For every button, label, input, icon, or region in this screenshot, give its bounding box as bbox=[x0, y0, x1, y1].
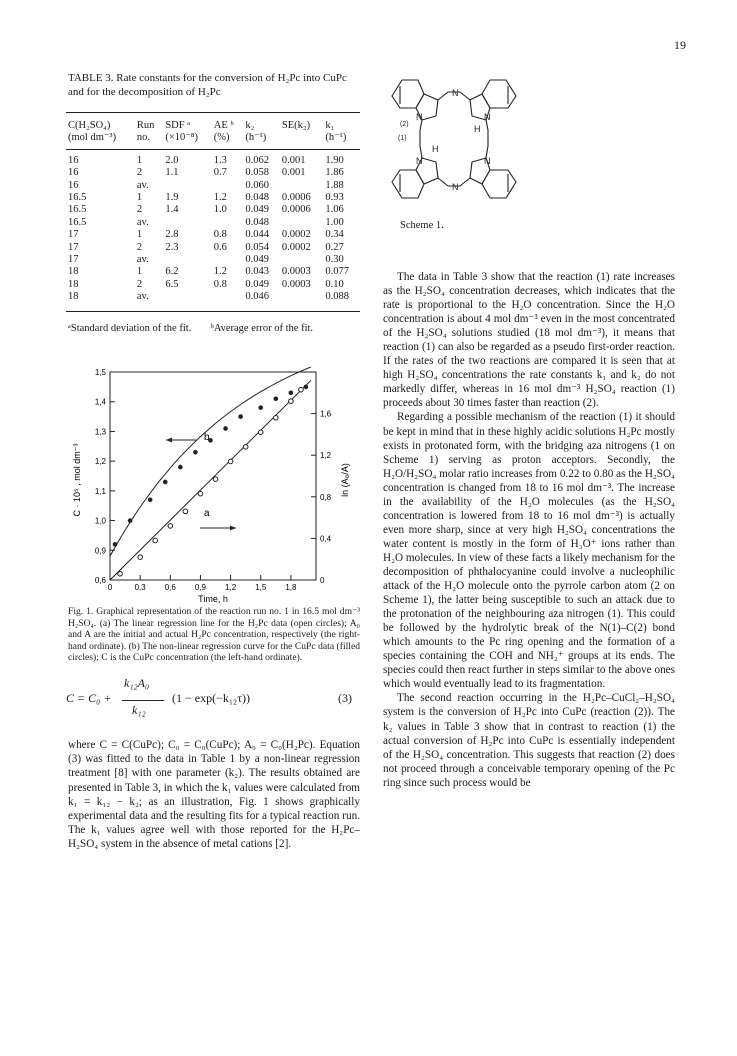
table-caption: TABLE 3. Rate constants for the conversion of H₂Pc into CuPc and for the decomposition of H₂Pc bbox=[68, 72, 347, 98]
table-cell: 0.001 bbox=[281, 167, 306, 179]
table-cell: 17 bbox=[68, 254, 79, 266]
table-cell: 0.049 bbox=[245, 204, 269, 216]
table-cell: 0.0006 bbox=[281, 204, 311, 216]
atom-label: N bbox=[484, 112, 491, 122]
table-cell: 0.054 bbox=[245, 241, 269, 253]
table-bottom-rule bbox=[66, 311, 360, 312]
table-cell: 0.0003 bbox=[281, 266, 311, 278]
atom-label: N bbox=[416, 156, 423, 166]
arrow-b-head-icon bbox=[166, 438, 172, 443]
page-number: 19 bbox=[674, 38, 686, 52]
table-cell: 1.90 bbox=[325, 154, 344, 166]
unit-cell: (mol dm⁻³) bbox=[68, 132, 117, 144]
equation-tail: (1 − exp(−k₁₂τ)) bbox=[172, 691, 251, 705]
point-a bbox=[168, 524, 173, 529]
table-cell: 2 bbox=[136, 278, 143, 290]
label-a: a bbox=[204, 508, 210, 519]
aza-bridge-left bbox=[420, 120, 422, 158]
x-axis-ticks bbox=[108, 575, 297, 592]
point-b bbox=[178, 465, 183, 470]
table-cell: 16 bbox=[68, 179, 79, 191]
table-cell: 0.077 bbox=[325, 266, 350, 278]
footnote-a: ᵃStandard deviation of the fit. bbox=[68, 323, 192, 334]
paragraph: The data in Table 3 show that the reaction (1) rate increases as the H₂SO₄ concentration decreases, which indicates that the rate is proportional to the H₂O concentration. Since the H₂O concentration is about 4 mol dm⁻³ even in the most concentrated of the H₂SO₄ solutions studied (18 mol dm⁻³), it means that reaction (1) can also be regarded as a pseudo first-order reaction. If the rates of the two reactions are compared it is seen that at high H₂SO₄ concentrations the rate constants k₁ and k₂ do not markedly differ, whereas in 16 mol dm⁻³ H₂SO₄ reaction (1) proceeds about 30 times faster than reaction (2). bbox=[383, 271, 675, 410]
table-row bbox=[66, 266, 360, 278]
right-tick-label: 0,4 bbox=[320, 534, 332, 544]
table-cell: 0.043 bbox=[245, 266, 269, 278]
table-header-row bbox=[66, 117, 360, 132]
rate-constants-table bbox=[66, 117, 360, 308]
unit-cell: (%) bbox=[213, 132, 230, 144]
left-tick-label: 1,2 bbox=[94, 457, 106, 467]
table-cell: 0.7 bbox=[213, 167, 227, 179]
table-cell: 6.2 bbox=[165, 266, 179, 278]
equation-numerator: k₁₂A₀ bbox=[124, 676, 150, 690]
table-cell: 1.86 bbox=[325, 167, 344, 179]
table-cell: av. bbox=[136, 179, 149, 191]
table-cell: 0.088 bbox=[325, 291, 350, 303]
table-cell: 2 bbox=[136, 204, 143, 216]
point-a bbox=[299, 387, 304, 392]
table-row bbox=[66, 229, 360, 241]
table-header-rule bbox=[66, 149, 360, 150]
paragraph: The second reaction occurring in the H₂Pc–CuCl₂–H₂SO₄ system is the conversion of H₂Pc into CuPc (reaction (2)). The k₂ values in Table 3 show that in contrast to reaction (1) the actual conversion of H₂Pc into CuPc is essentially independent of the H₂SO₄ concentration. This suggests that reaction (2) does not proceed through a conceivable temporary opening of the Pc ring since such process would be bbox=[383, 692, 675, 789]
point-a bbox=[183, 509, 188, 514]
left-tick-label: 1,0 bbox=[94, 516, 106, 526]
fit-line-a bbox=[110, 380, 311, 580]
point-b bbox=[223, 426, 228, 431]
table-cell bbox=[212, 291, 244, 307]
x-tick-label: 0,6 bbox=[164, 583, 176, 592]
table-cell bbox=[280, 180, 323, 192]
table-cell: 18 bbox=[68, 278, 79, 290]
table-row bbox=[66, 180, 360, 192]
table-top-rule bbox=[66, 112, 360, 113]
table-cell: 17 bbox=[68, 241, 79, 253]
position-label-1: (1) bbox=[398, 135, 407, 142]
table-cell: 0.046 bbox=[245, 291, 269, 303]
point-a bbox=[258, 430, 263, 435]
footnote-b: ᵇAverage error of the fit. bbox=[210, 323, 314, 334]
figure-1-chart bbox=[66, 360, 360, 606]
table-cell: 1.1 bbox=[165, 167, 179, 179]
table-cell: 0.30 bbox=[325, 254, 344, 266]
table-cell: 1.2 bbox=[213, 192, 227, 204]
table-cell: av. bbox=[136, 291, 149, 303]
table-cell bbox=[212, 217, 244, 229]
table-cell bbox=[280, 254, 323, 266]
hydrogen-label: H bbox=[432, 144, 439, 154]
table-cell: 1.3 bbox=[213, 154, 227, 166]
arrow-a-head-icon bbox=[230, 526, 236, 531]
header-cell: k₁ bbox=[325, 120, 335, 131]
table-cell: 1 bbox=[136, 266, 143, 278]
table-cell: 0.0006 bbox=[281, 192, 311, 204]
x-tick-label: 0 bbox=[107, 583, 113, 592]
table-cell: 0.060 bbox=[245, 179, 269, 191]
table-cell: 0.8 bbox=[213, 229, 227, 241]
table-row bbox=[66, 192, 360, 204]
right-tick-label: 1,6 bbox=[320, 409, 332, 419]
benzo-ring-tl bbox=[392, 80, 424, 108]
table-cell bbox=[163, 180, 211, 192]
table-row bbox=[66, 204, 360, 216]
scheme-caption: Scheme 1. bbox=[400, 220, 444, 231]
table-cell: 0.049 bbox=[245, 254, 269, 266]
table-row bbox=[66, 254, 360, 266]
table-cell bbox=[280, 291, 323, 307]
right-tick-label: 1,2 bbox=[320, 451, 332, 461]
table-cell: 1.00 bbox=[325, 216, 344, 228]
unit-cell: no. bbox=[136, 132, 150, 144]
atom-label: N bbox=[452, 182, 459, 192]
table-cell: av. bbox=[136, 216, 149, 228]
right-tick-label: 0,8 bbox=[320, 492, 332, 502]
point-b bbox=[258, 405, 263, 410]
point-b bbox=[304, 385, 309, 390]
point-b bbox=[193, 450, 198, 455]
table-cell: 0.8 bbox=[213, 278, 227, 290]
label-b: b bbox=[204, 432, 210, 443]
point-a bbox=[198, 491, 203, 496]
table-cell: av. bbox=[136, 254, 149, 266]
hydrogen-label: H bbox=[474, 124, 481, 134]
atom-label: N bbox=[484, 156, 491, 166]
point-a bbox=[153, 538, 158, 543]
table-cell: 18 bbox=[68, 291, 79, 303]
unit-cell: (×10⁻⁸) bbox=[165, 132, 198, 144]
table-cell: 1 bbox=[136, 192, 143, 204]
header-cell: Run bbox=[136, 120, 155, 131]
table-cell: 0.048 bbox=[245, 216, 269, 228]
table-cell bbox=[212, 254, 244, 266]
table-cell: 0.062 bbox=[245, 154, 269, 166]
point-b bbox=[163, 480, 168, 485]
point-b bbox=[148, 497, 153, 502]
left-tick-label: 0,9 bbox=[94, 546, 106, 556]
table-row bbox=[66, 291, 360, 307]
aza-bridge-right bbox=[486, 120, 488, 158]
table-footnotes bbox=[68, 323, 313, 334]
table-cell: 0.10 bbox=[325, 278, 344, 290]
table-cell: 2 bbox=[136, 241, 143, 253]
right-axis-label: ln (A₀/A) bbox=[340, 463, 350, 497]
table-cell: 0.044 bbox=[245, 229, 269, 241]
table-cell: 1 bbox=[136, 229, 143, 241]
table-cell: 16.5 bbox=[68, 192, 87, 204]
table-cell: 1.4 bbox=[165, 204, 179, 216]
table-cell: 2.0 bbox=[165, 154, 179, 166]
left-tick-label: 1,3 bbox=[94, 427, 106, 437]
x-tick-label: 0,3 bbox=[134, 583, 146, 592]
table-cell: 1.0 bbox=[213, 204, 227, 216]
left-tick-label: 1,5 bbox=[94, 368, 106, 377]
atom-label: N bbox=[416, 112, 423, 122]
left-axis-label: C · 10⁵ , mol dm⁻³ bbox=[72, 443, 82, 517]
equation-denominator: k₁₂ bbox=[132, 703, 146, 717]
right-tick-label: 0 bbox=[320, 576, 325, 585]
header-cell: AE ᵇ bbox=[213, 120, 234, 131]
table-cell: 16 bbox=[68, 167, 79, 179]
table-cell: 1.2 bbox=[213, 266, 227, 278]
point-b bbox=[289, 391, 294, 396]
table-cell: 6.5 bbox=[165, 278, 179, 290]
table-cell: 16.5 bbox=[68, 216, 87, 228]
atom-label: N bbox=[452, 88, 459, 98]
table-cell bbox=[163, 254, 211, 266]
table-cell: 0.27 bbox=[325, 241, 344, 253]
left-tick-label: 0,6 bbox=[94, 576, 106, 585]
position-label-2: (2) bbox=[400, 121, 409, 128]
figure-caption: Fig. 1. Graphical representation of the reaction run no. 1 in 16.5 mol dm⁻³ H₂SO₄. (a) The linear regression line for the H₂Pc data (open circles); A₀ and A are the initial and actual H₂Pc concentration, respectively (the right-hand ordinate). (b) The non-linear regression curve for the CuPc data (filled circles); C is the CuPc concentration (the left-hand ordinate). bbox=[68, 606, 360, 663]
table-cell: 0.34 bbox=[325, 229, 344, 241]
x-tick-label: 1,8 bbox=[285, 583, 297, 592]
point-b bbox=[274, 396, 279, 401]
table-cell: 0.6 bbox=[213, 241, 227, 253]
point-b bbox=[128, 518, 133, 523]
right-axis-ticks bbox=[311, 410, 332, 585]
table-cell: 16.5 bbox=[68, 204, 87, 216]
table-cell bbox=[280, 217, 323, 229]
fraction-bar bbox=[122, 700, 164, 701]
unit-cell: (h⁻¹) bbox=[245, 132, 267, 144]
table-cell: 0.058 bbox=[245, 167, 269, 179]
table-body bbox=[66, 150, 360, 308]
table-cell bbox=[163, 291, 211, 307]
table-cell: 0.049 bbox=[245, 278, 269, 290]
table-cell: 0.0003 bbox=[281, 278, 311, 290]
point-a bbox=[138, 555, 143, 560]
x-tick-label: 0,9 bbox=[194, 583, 207, 592]
table-row bbox=[66, 150, 360, 167]
x-tick-label: 1,5 bbox=[255, 583, 267, 592]
table-cell: 0.0002 bbox=[281, 241, 311, 253]
table-cell: 2.3 bbox=[165, 241, 179, 253]
benzo-ring-bl bbox=[392, 170, 424, 198]
table-cell bbox=[212, 180, 244, 192]
table-cell: 17 bbox=[68, 229, 79, 241]
body-text-right bbox=[383, 270, 675, 790]
table-cell: 1.88 bbox=[325, 179, 344, 191]
paragraph: Regarding a possible mechanism of the reaction (1) it should be kept in mind that in these highly acidic solutions H₂Pc mostly exists in protonated form, with the bridging aza nitrogens (1 on Scheme 1) serving as proton acceptors. Secondly, the H₂O/H₂SO₄ molar ratio increases from 0.22 to 0.80 as the H₂SO₄ concentration is changed from 18 to 16 mol dm⁻³. The increase in the availability of the H₂O molecules (as the H₂SO₄ concentration is lowered from 18 to 16 mol dm⁻³) is actually even more sharp, since at very high H₂SO₄ concentrations the water content is mostly in the form of H₃O⁺ ions rather than H₂O molecules. In view of these facts a likely mechanism for the decomposition of phthalocyanine could involve a nucleophilic attack of the H₂O molecule onto the pyrrole carbon atom (2 on Scheme 1), the latter being susceptible to such an attack due to the protonation of the neighbouring aza nitrogen (1). This could be followed by the hydrolytic break of the N(1)–C(2) bond which amounts to the Pc ring opening and the formation of a species containing the COH and NH₂⁺ groups at its ends. The species could then react further in steps similar to the above ones which would eventually lead to its fragmentation. bbox=[383, 411, 675, 691]
header-cell: k₂ bbox=[245, 120, 255, 131]
table-cell: 1.9 bbox=[165, 192, 179, 204]
table-cell: 1 bbox=[136, 154, 143, 166]
point-a bbox=[118, 571, 123, 576]
series-a-points bbox=[118, 387, 303, 576]
table-cell bbox=[163, 217, 211, 229]
table-cell: 0.0002 bbox=[281, 229, 311, 241]
table-cell: 0.93 bbox=[325, 192, 344, 204]
x-axis-label: Time, h bbox=[198, 594, 228, 604]
equation-3 bbox=[66, 676, 360, 726]
table-cell: 1.06 bbox=[325, 204, 344, 216]
table-row bbox=[66, 279, 360, 291]
header-cell: C(H₂SO₄) bbox=[68, 120, 111, 131]
table-cell: 16 bbox=[68, 154, 79, 166]
x-tick-label: 1,2 bbox=[225, 583, 237, 592]
equation-lhs: C = C₀ + bbox=[66, 691, 112, 705]
point-a bbox=[213, 477, 218, 482]
point-a bbox=[274, 415, 279, 420]
unit-cell: (h⁻¹) bbox=[325, 132, 347, 144]
table-row bbox=[66, 167, 360, 179]
table-row bbox=[66, 217, 360, 229]
phthalocyanine-scheme bbox=[386, 66, 536, 216]
left-tick-label: 1,4 bbox=[94, 397, 106, 407]
table-cell: 0.001 bbox=[281, 154, 306, 166]
table-cell: 0.048 bbox=[245, 192, 269, 204]
point-b bbox=[238, 414, 243, 419]
table-cell: 2 bbox=[136, 167, 143, 179]
table-cell: 18 bbox=[68, 266, 79, 278]
left-tick-label: 1,1 bbox=[94, 486, 106, 496]
unit-cell bbox=[280, 132, 323, 149]
point-b bbox=[113, 542, 118, 547]
table-cell: 2.8 bbox=[165, 229, 179, 241]
table-unit-row bbox=[66, 132, 360, 149]
equation-number: (3) bbox=[338, 691, 352, 705]
point-a bbox=[289, 399, 294, 404]
point-a bbox=[228, 459, 233, 464]
header-cell: SDF ᵃ bbox=[165, 120, 191, 131]
table-row bbox=[66, 242, 360, 254]
point-a bbox=[243, 445, 248, 450]
series-b-points bbox=[113, 385, 309, 547]
header-cell: SE(k₂) bbox=[281, 120, 311, 131]
body-text-left: where C = C(CuPc); C₀ = C₀(CuPc); A₀ = C₀(H₂Pc). Equation (3) was fitted to the data in Table 1 by a non-linear regression treatment [8] with one parameter (k₂). The results obtained are presented in Table 3, in which the k₁ values were calculated from k₁ = k₁₂ − k₂; as an illustration, Fig. 1 shows graphically experimental data and the resulting fits for a typical reaction run. The k₁ values agree well with those reported for the H₂Pc–H₂SO₄ system in the absence of metal cations [2]. bbox=[68, 739, 360, 851]
